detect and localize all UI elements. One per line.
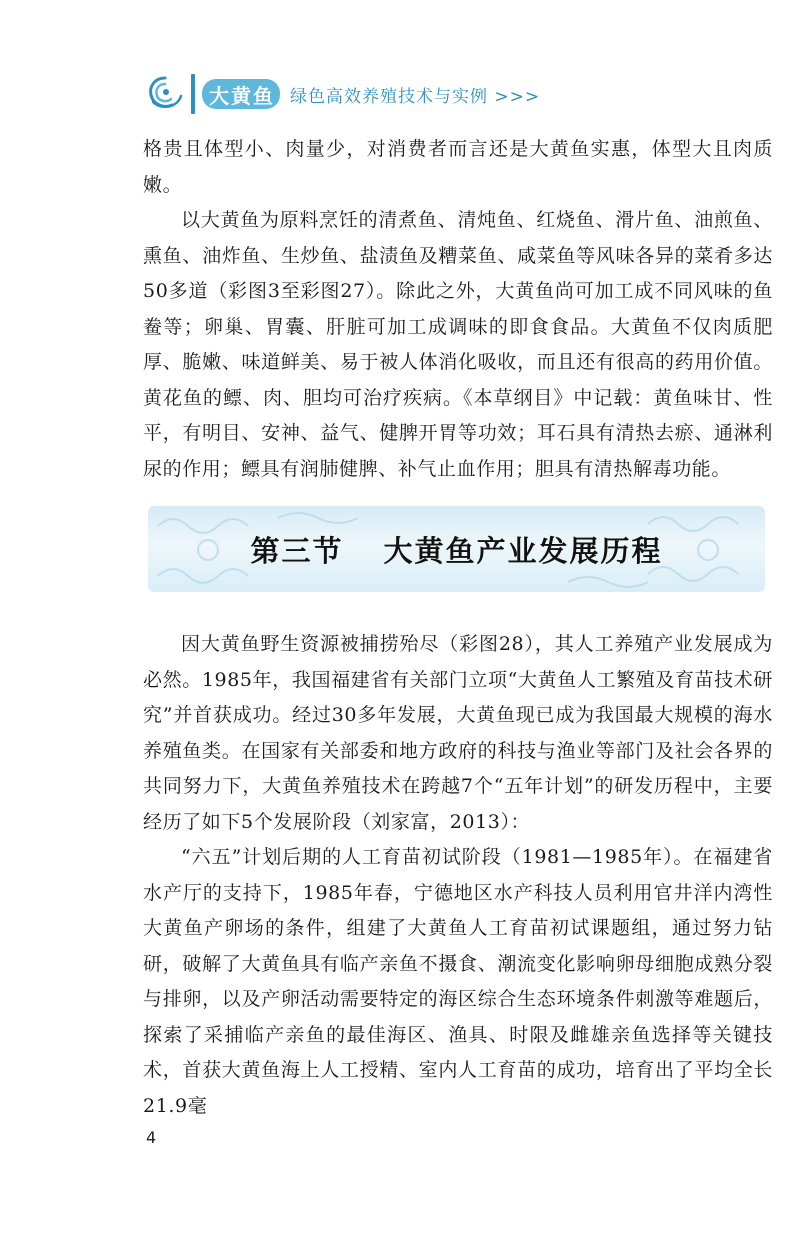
paragraph: 格贵且体型小、肉量少，对消费者而言还是大黄鱼实惠，体型大且肉质嫩。 xyxy=(143,138,773,196)
page-number: 4 xyxy=(146,1128,157,1147)
section-title: 大黄鱼产业发展历程 xyxy=(383,533,663,568)
body-text-bottom xyxy=(143,627,773,1124)
header-divider xyxy=(191,74,195,114)
brand-char: 大 xyxy=(209,83,229,108)
paragraph: 因大黄鱼野生资源被捕捞殆尽（彩图28），其人工养殖产业发展成为必然。1985年，我国福建省有关部门立项“大黄鱼人工繁殖及育苗技术研究”并首获成功。经过30多年发展，大黄鱼现已成为我国最大规模的海水养殖鱼类。在国家有关部委和地方政府的科技与渔业等部门及社会各界的共同努力下，大黄鱼养殖技术在跨越7个“五年计划”的研发历程中，主要经历了如下5个发展阶段（刘家富，2013）： xyxy=(143,633,773,833)
brand-char: 鱼 xyxy=(253,83,273,108)
book-subtitle: 绿色高效养殖技术与实例 >>> xyxy=(290,86,541,107)
brand-badge xyxy=(202,79,280,109)
running-header xyxy=(145,70,540,118)
paragraph: “六五”计划后期的人工育苗初试阶段（1981—1985年）。在福建省水产厅的支持下，1985年春，宁德地区水产科技人员利用官井洋内湾性大黄鱼产卵场的条件，组建了大黄鱼人工育苗初试课题组，通过努力钻研，破解了大黄鱼具有临产亲鱼不摄食、潮流变化影响卵母细胞成熟分裂与排卵，以及产卵活动需要特定的海区综合生态环境条件刺激等难题后，探索了采捕临产亲鱼的最佳海区、渔具、时限及雌雄亲鱼选择等关键技术，首获大黄鱼海上人工授精、室内人工育苗的成功，培育出了平均全长21.9毫 xyxy=(143,846,773,1117)
swirl-logo-icon xyxy=(145,74,185,114)
section-heading xyxy=(148,506,765,592)
header-arrows: >>> xyxy=(494,86,541,107)
paragraph: 以大黄鱼为原料烹饪的清煮鱼、清炖鱼、红烧鱼、滑片鱼、油煎鱼、熏鱼、油炸鱼、生炒鱼、盐渍鱼及糟菜鱼、咸菜鱼等风味各异的菜肴多达50多道（彩图3至彩图27）。除此之外，大黄鱼尚可加工成不同风味的鱼鲞等；卵巢、胃囊、肝脏可加工成调味的即食食品。大黄鱼不仅肉质肥厚、脆嫩、味道鲜美、易于被人体消化吸收，而且还有很高的药用价值。黄花鱼的鳔、肉、胆均可治疗疾病。《本草纲目》中记载：黄鱼味甘、性平，有明目、安神、益气、健脾开胃等功效；耳石具有清热去瘀、通淋利尿的作用；鳔具有润肺健脾、补气止血作用；胆具有清热解毒功能。 xyxy=(143,209,773,480)
body-text-top xyxy=(143,132,773,487)
brand-char: 黄 xyxy=(231,83,251,108)
section-number: 第三节 xyxy=(250,533,344,568)
section-banner xyxy=(148,506,765,592)
